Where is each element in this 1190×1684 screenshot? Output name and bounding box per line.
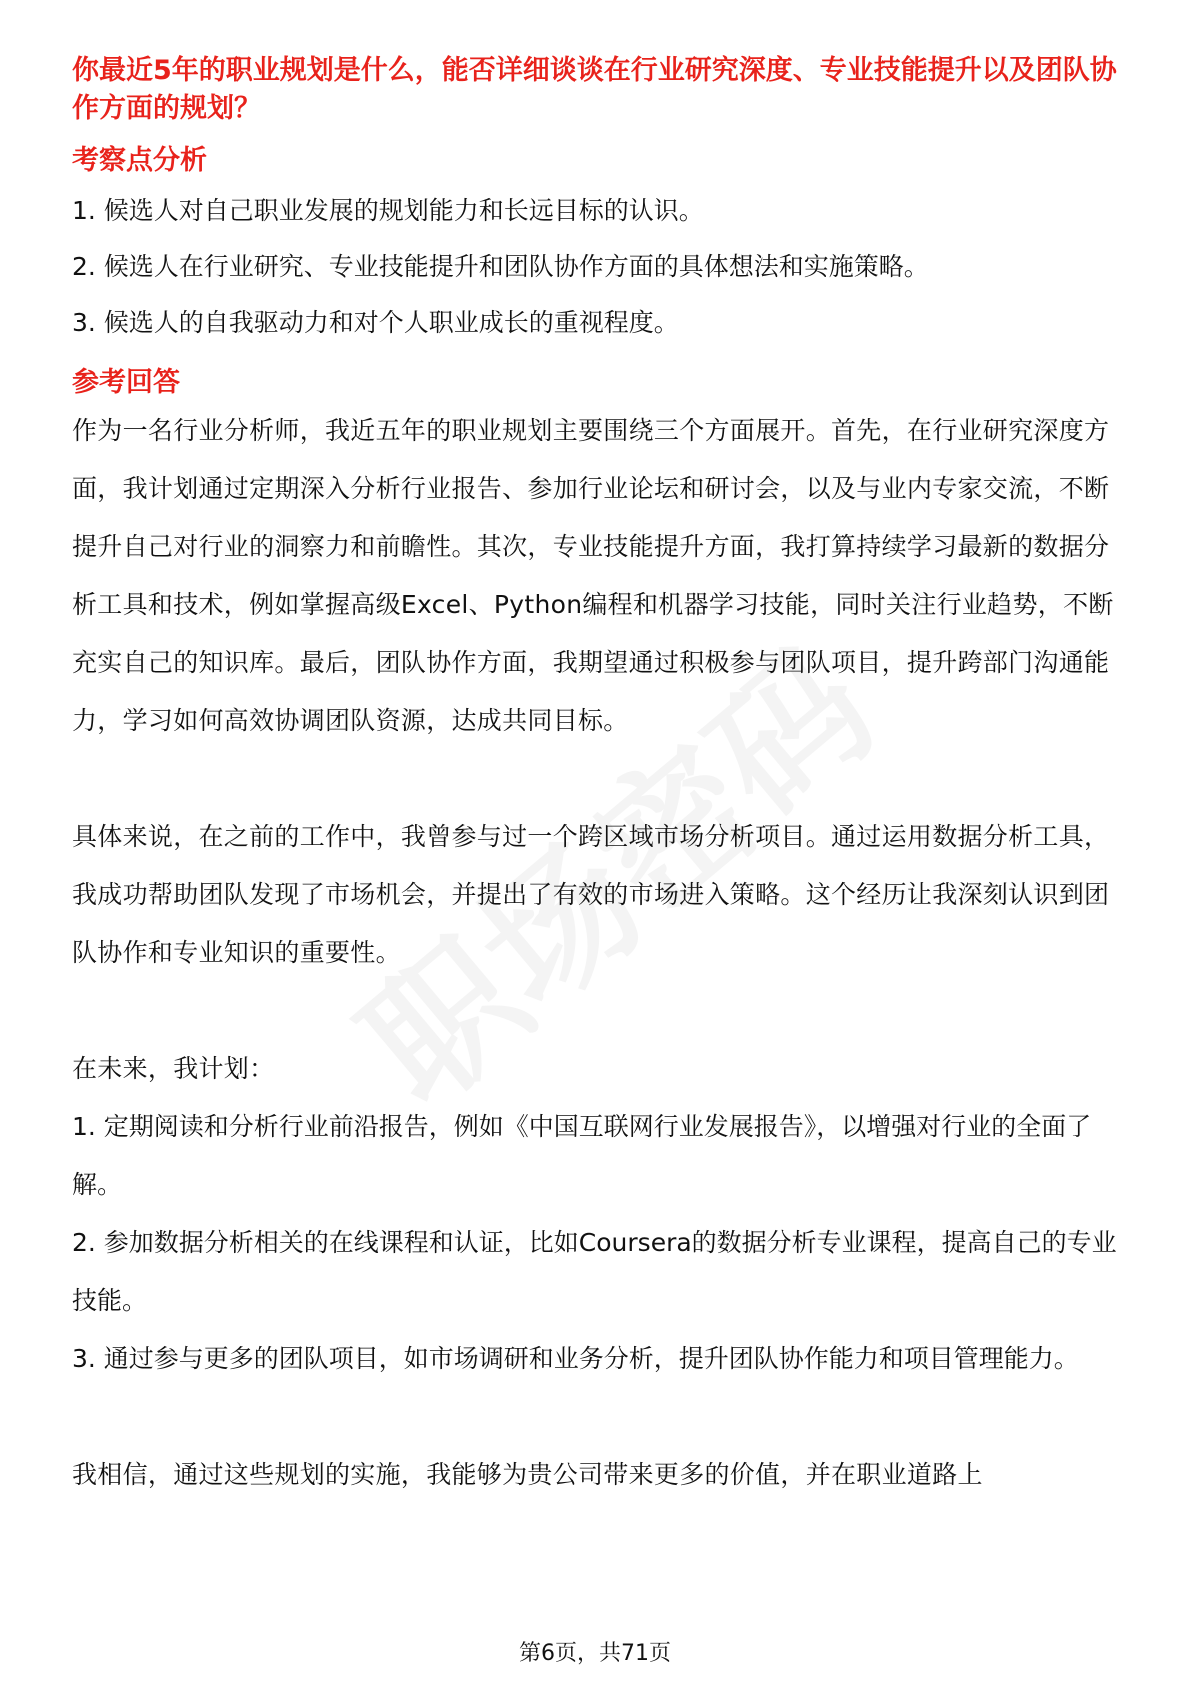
analysis-points — [72, 192, 1118, 342]
answer-section-title: 参考回答 — [72, 367, 180, 398]
plan-intro: 在未来，我计划： — [72, 1054, 275, 1083]
answer-paragraph-1: 作为一名行业分析师，我近五年的职业规划主要围绕三个方面展开。首先，在行业研究深度方面，我计划通过定期深入分析行业报告、参加行业论坛和研讨会，以及与业内专家交流，不断提升自己对行业的洞察力和前瞻性。其次，专业技能提升方面，我打算持续学习最新的数据分析工具和技术，例如掌握高级Excel、Python编程和机器学习技能，同时关注行业趋势，不断充实自己的知识库。最后，团队协作方面，我期望通过积极参与团队项目，提升跨部门沟通能力，学习如何高效协调团队资源，达成共同目标。 — [72, 416, 1114, 735]
analysis-point: 2. 候选人在行业研究、专业技能提升和团队协作方面的具体想法和实施策略。 — [72, 252, 929, 281]
plan-list — [72, 1098, 1118, 1388]
page-number-footer: 第6页，共71页 — [519, 1641, 671, 1666]
analysis-section-title: 考察点分析 — [72, 145, 207, 176]
plan-item: 2. 参加数据分析相关的在线课程和认证，比如Coursera的数据分析专业课程，提高自己的专业技能。 — [72, 1228, 1117, 1315]
answer-paragraph-2: 具体来说，在之前的工作中，我曾参与过一个跨区域市场分析项目。通过运用数据分析工具，我成功帮助团队发现了市场机会，并提出了有效的市场进入策略。这个经历让我深刻认识到团队协作和专业知识的重要性。 — [72, 822, 1110, 967]
plan-item: 1. 定期阅读和分析行业前沿报告，例如《中国互联网行业发展报告》，以增强对行业的全面了解。 — [72, 1112, 1092, 1199]
analysis-point: 1. 候选人对自己职业发展的规划能力和长远目标的认识。 — [72, 196, 704, 225]
page-content — [72, 52, 1118, 1504]
plan-item: 3. 通过参与更多的团队项目，如市场调研和业务分析，提升团队协作能力和项目管理能力。 — [72, 1344, 1079, 1373]
question-heading: 你最近5年的职业规划是什么，能否详细谈谈在行业研究深度、专业技能提升以及团队协作方面的规划？ — [72, 55, 1117, 124]
closing-paragraph: 我相信，通过这些规划的实施，我能够为贵公司带来更多的价值，并在职业道路上 — [72, 1460, 983, 1489]
analysis-point: 3. 候选人的自我驱动力和对个人职业成长的重视程度。 — [72, 308, 679, 337]
